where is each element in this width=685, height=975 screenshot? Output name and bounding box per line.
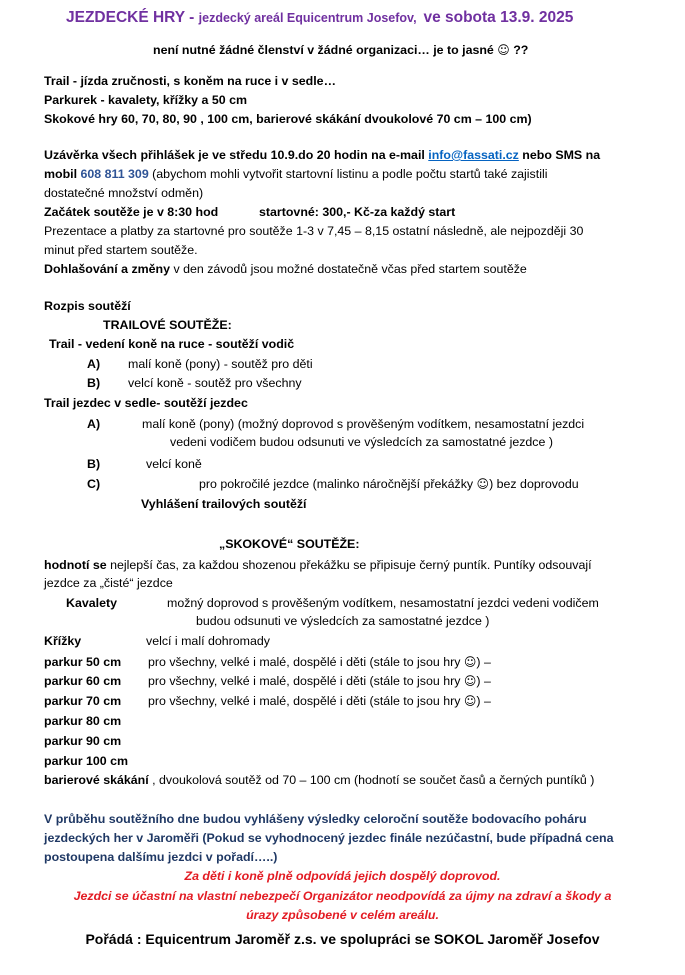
kavalety-label: Kavalety xyxy=(66,596,117,610)
warning-line-2: Jezdci se účastní na vlastní nebezpečí Organizátor neodpovídá za újmy na zdraví a škody a xyxy=(73,889,612,903)
mobile-line xyxy=(44,165,547,183)
trail-saddle-a-text-1: malí koně (pony) (možný doprovod s prověšeným vodítkem, nesamostatní jezdci xyxy=(142,417,585,431)
presentation-line-1: Prezentace a platby za startovné pro soutěže 1-3 v 7,45 – 8,15 ostatní následně, ale nejpozději 30 xyxy=(44,224,584,238)
trail-saddle-c-text: pro pokročilé jezdce (malinko náročnější překážky xyxy=(199,477,477,491)
trail-hand-a-text: malí koně (pony) - soutěž pro děti xyxy=(128,357,313,371)
parkur-50-text: pro všechny, velké i malé, dospělé i děti (stále to jsou hry xyxy=(148,655,464,669)
smiley-icon: ☺ xyxy=(497,43,510,57)
parkur-50-line xyxy=(148,653,491,671)
smiley-icon: ☺ xyxy=(463,694,477,708)
barrier-bold: barierové skákání xyxy=(44,773,149,787)
registration-note: (abychom mohli vytvořit startovní listinu a podle počtu startů také zajistili xyxy=(148,167,548,181)
trail-hand-b-text: velcí koně - soutěž pro všechny xyxy=(128,376,302,390)
krizky-text: velcí i malí dohromady xyxy=(146,634,270,648)
trail-saddle-c-letter: C) xyxy=(87,477,101,491)
parkur-60-text: pro všechny, velké i malé, dospělé i děti (stále to jsou hry xyxy=(148,674,464,688)
discipline-trail: Trail - jízda zručnosti, s koněm na ruce i v sedle… xyxy=(44,74,336,88)
entry-fee: startovné: 300,- Kč-za každý start xyxy=(259,205,456,219)
trail-saddle-heading: Trail jezdec v sedle- soutěží jezdec xyxy=(44,396,248,410)
trail-saddle-a-letter: A) xyxy=(87,417,101,431)
cup-notice-line-2: jezdeckých her v Jaroměři (Pokud se vyhodnocený jezdec finále nezúčastní, bude případná cena xyxy=(44,831,614,845)
event-title: JEZDECKÉ HRY - xyxy=(66,9,199,26)
trail-saddle-a-text-2: vedeni vodičem budou odsunuti ve výsledcích za samostatné jezdce ) xyxy=(170,435,553,449)
discipline-parkurek: Parkurek - kavalety, křížky a 50 cm xyxy=(44,93,247,107)
krizky-label: Křížky xyxy=(44,634,82,648)
subtitle-line xyxy=(153,41,528,59)
parkur-80-label: parkur 80 cm xyxy=(44,714,122,728)
kavalety-text-2: budou odsunuti ve výsledcích za samostatné jezdce ) xyxy=(196,614,490,628)
subtitle: není nutné žádné členství v žádné organizaci… je to jasné xyxy=(153,43,494,57)
smiley-icon: ☺ xyxy=(463,655,477,669)
start-time: Začátek soutěže je v 8:30 hod xyxy=(44,205,219,219)
mobile-label: mobil xyxy=(44,167,81,181)
parkur-90-label: parkur 90 cm xyxy=(44,734,122,748)
schedule-heading: Rozpis soutěží xyxy=(44,299,131,313)
smiley-icon: ☺ xyxy=(463,674,477,688)
deadline-line xyxy=(44,146,600,164)
kavalety-text-1: možný doprovod s prověšeným vodítkem, nesamostatní jezdci vedeni vodičem xyxy=(167,596,599,610)
event-title-line xyxy=(66,9,573,27)
smiley-icon: ☺ xyxy=(476,477,490,491)
registration-note-2: dostatečné množství odměn) xyxy=(44,186,204,200)
parkur-70-text: pro všechny, velké i malé, dospělé i děti (stále to jsou hry xyxy=(148,694,464,708)
trail-results: Vyhlášení trailových soutěží xyxy=(141,497,307,511)
trail-saddle-c-suffix: ) bez doprovodu xyxy=(489,477,579,491)
barrier-text: , dvoukolová soutěž od 70 – 100 cm (hodnotí se součet časů a černých puntíků ) xyxy=(148,773,595,787)
organizer-footer: Pořádá : Equicentrum Jaroměř z.s. ve spolupráci se SOKOL Jaroměř Josefov xyxy=(85,931,600,947)
cup-notice-line-1: V průběhu soutěžního dne budou vyhlášeny výsledky celoroční soutěže bodovacího poháru xyxy=(44,812,587,826)
changes-line xyxy=(44,260,527,278)
subtitle-suffix: ?? xyxy=(509,43,529,57)
cup-notice-line-3: postoupena dalšímu jezdci v pořadí…..) xyxy=(44,850,278,864)
sms-text: nebo SMS na xyxy=(518,148,601,162)
changes-rest: v den závodů jsou možné dostatečně včas před startem soutěže xyxy=(170,262,527,276)
jump-rule-line-2: jezdce za „čisté“ jezdce xyxy=(44,576,173,590)
deadline-text: Uzávěrka všech přihlášek je ve středu 10.9.do 20 hodin na e-mail xyxy=(44,148,429,162)
jump-rule-bold: hodnotí se xyxy=(44,558,107,572)
changes-bold: Dohlašování a změny xyxy=(44,262,171,276)
parkur-100-label: parkur 100 cm xyxy=(44,754,129,768)
parkur-60-suffix: ) – xyxy=(476,674,491,688)
trail-saddle-b-letter: B) xyxy=(87,457,101,471)
phone-number[interactable]: 608 811 309 xyxy=(80,167,149,181)
parkur-70-suffix: ) – xyxy=(476,694,491,708)
parkur-50-label: parkur 50 cm xyxy=(44,655,122,669)
presentation-line-2: minut před startem soutěže. xyxy=(44,243,198,257)
jump-rule-text: nejlepší čas, za každou shozenou překážku se připisuje černý puntík. Puntíky odsouvají xyxy=(106,558,592,572)
warning-line-3: úrazy způsobené v celém areálu. xyxy=(246,908,439,922)
jump-heading: „SKOKOVÉ“ SOUTĚŽE: xyxy=(219,537,360,551)
event-date: ve sobota 13.9. 2025 xyxy=(423,9,574,26)
barrier-line xyxy=(44,771,594,789)
discipline-jumping: Skokové hry 60, 70, 80, 90 , 100 cm, barierové skákání dvoukolové 70 cm – 100 cm) xyxy=(44,112,532,126)
trail-hand-a-letter: A) xyxy=(87,357,101,371)
trail-saddle-c-line xyxy=(199,475,579,493)
parkur-60-line xyxy=(148,672,491,690)
parkur-60-label: parkur 60 cm xyxy=(44,674,122,688)
trail-hand-b-letter: B) xyxy=(87,376,101,390)
event-venue: jezdecký areál Equicentrum Josefov, xyxy=(198,11,417,25)
trail-heading: TRAILOVÉ SOUTĚŽE: xyxy=(103,318,232,332)
parkur-70-label: parkur 70 cm xyxy=(44,694,122,708)
parkur-50-suffix: ) – xyxy=(476,655,491,669)
email-link[interactable]: info@fassati.cz xyxy=(428,148,519,162)
trail-hand-heading: Trail - vedení koně na ruce - soutěží vodič xyxy=(49,337,295,351)
parkur-70-line xyxy=(148,692,491,710)
jump-rule-line-1 xyxy=(44,556,592,574)
warning-line-1: Za děti i koně plně odpovídá jejich dospělý doprovod. xyxy=(184,869,501,883)
trail-saddle-b-text: velcí koně xyxy=(146,457,202,471)
